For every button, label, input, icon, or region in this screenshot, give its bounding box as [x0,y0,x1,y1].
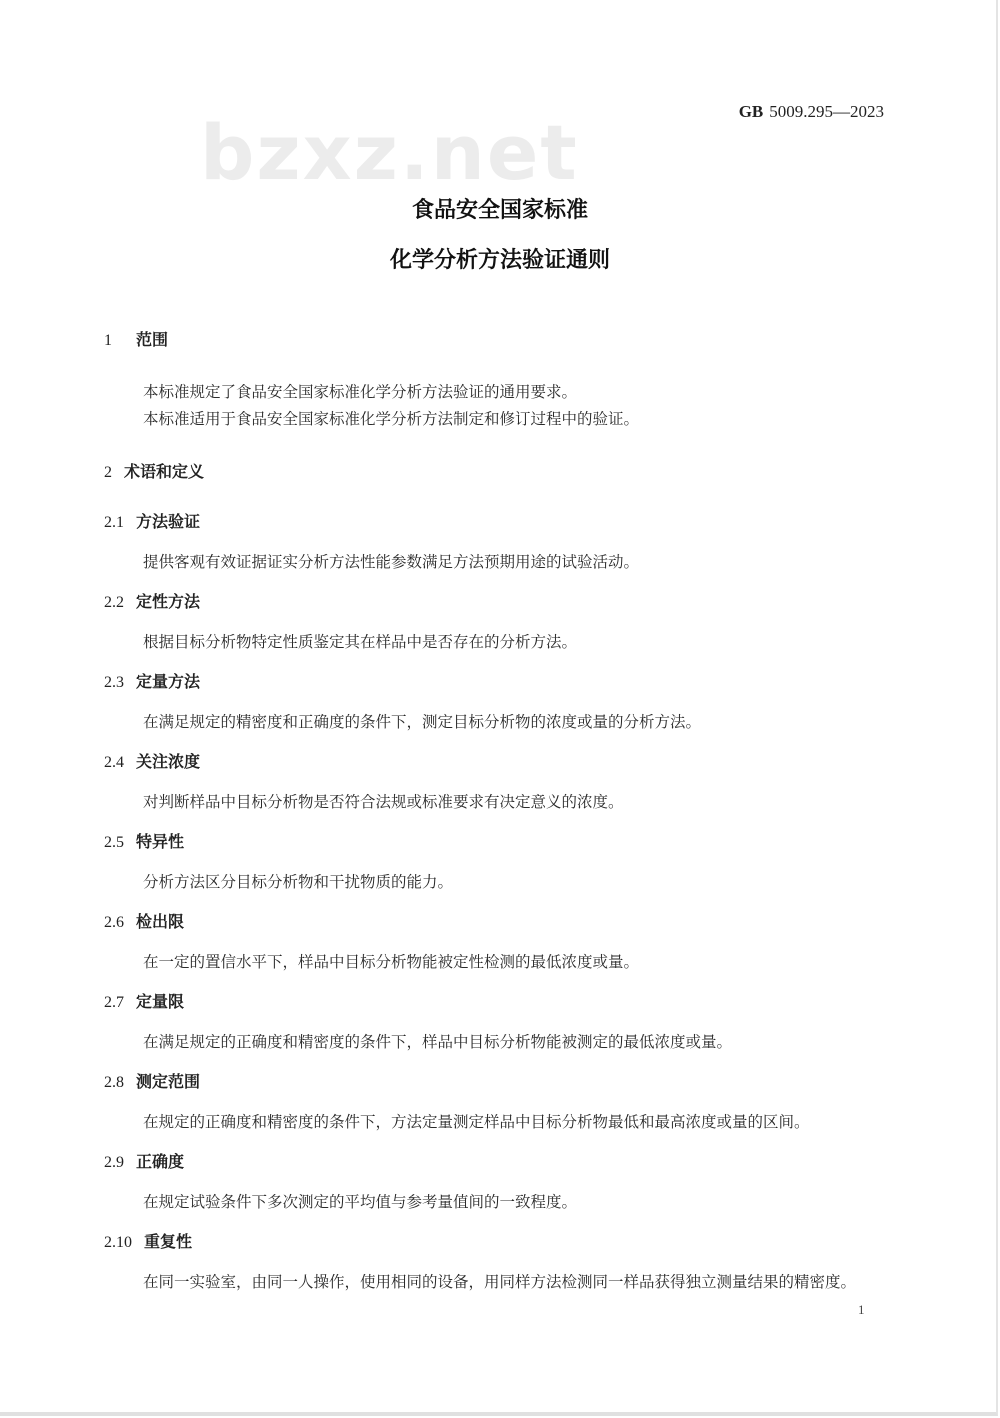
term-number: 2.8 [104,1074,124,1091]
term-label: 定性方法 [136,592,201,611]
paragraph: 本标准规定了食品安全国家标准化学分析方法验证的通用要求。 [143,383,578,401]
term-number: 2.10 [104,1234,132,1251]
term-heading [104,742,200,782]
section-number: 1 [104,332,112,349]
term-definition: 根据目标分析物特定性质鉴定其在样品中是否存在的分析方法。 [143,633,578,651]
term-number: 2.3 [104,674,124,691]
term-number: 2.4 [104,754,124,771]
term-heading [104,502,200,542]
term-number: 2.5 [104,834,124,851]
term-heading [104,822,184,862]
term-heading [104,1222,192,1262]
term-definition: 在规定的正确度和精密度的条件下，方法定量测定样品中目标分析物最低和最高浓度或量的区间。 [143,1113,810,1131]
term-number: 2.1 [104,514,124,531]
term-number: 2.9 [104,1154,124,1171]
term-label: 测定范围 [136,1072,201,1091]
term-heading [104,902,184,942]
term-definition: 在满足规定的正确度和精密度的条件下，样品中目标分析物能被测定的最低浓度或量。 [143,1033,733,1051]
term-heading [104,582,200,622]
section-label: 范围 [136,330,169,349]
term-label: 重复性 [144,1232,193,1251]
section-label: 术语和定义 [124,462,205,481]
term-label: 方法验证 [136,512,201,531]
term-label: 特异性 [136,832,185,851]
term-label: 关注浓度 [136,752,201,771]
term-number: 2.2 [104,594,124,611]
standard-prefix: GB [738,102,764,121]
page-number: 1 [858,1302,865,1317]
term-heading [104,662,200,702]
term-definition: 在满足规定的精密度和正确度的条件下，测定目标分析物的浓度或量的分析方法。 [143,713,702,731]
section-heading-terms [104,452,204,492]
term-label: 定量方法 [136,672,201,691]
term-definition: 提供客观有效证据证实分析方法性能参数满足方法预期用途的试验活动。 [143,553,640,571]
title-line-2: 化学分析方法验证通则 [389,248,610,273]
standard-number [739,102,884,122]
term-heading [104,1062,200,1102]
term-label: 定量限 [136,992,185,1011]
section-heading-scope [104,320,168,360]
title-line-1: 食品安全国家标准 [411,198,588,223]
term-definition: 在规定试验条件下多次测定的平均值与参考量值间的一致程度。 [143,1193,578,1211]
paragraph: 本标准适用于食品安全国家标准化学分析方法制定和修订过程中的验证。 [143,410,640,428]
section-number: 2 [104,464,112,481]
term-number: 2.6 [104,914,124,931]
term-definition: 分析方法区分目标分析物和干扰物质的能力。 [143,873,454,891]
term-definition: 对判断样品中目标分析物是否符合法规或标准要求有决定意义的浓度。 [143,793,624,811]
term-heading [104,982,184,1022]
term-label: 检出限 [136,912,185,931]
standard-code: 5009.295—2023 [769,102,884,121]
watermark: bzxz.net [200,108,579,197]
term-definition: 在一定的置信水平下，样品中目标分析物能被定性检测的最低浓度或量。 [143,953,640,971]
term-heading [104,1142,184,1182]
term-definition: 在同一实验室，由同一人操作，使用相同的设备，用同样方法检测同一样品获得独立测量结果的精密度。 [143,1273,857,1291]
term-number: 2.7 [104,994,124,1011]
term-label: 正确度 [136,1152,185,1171]
